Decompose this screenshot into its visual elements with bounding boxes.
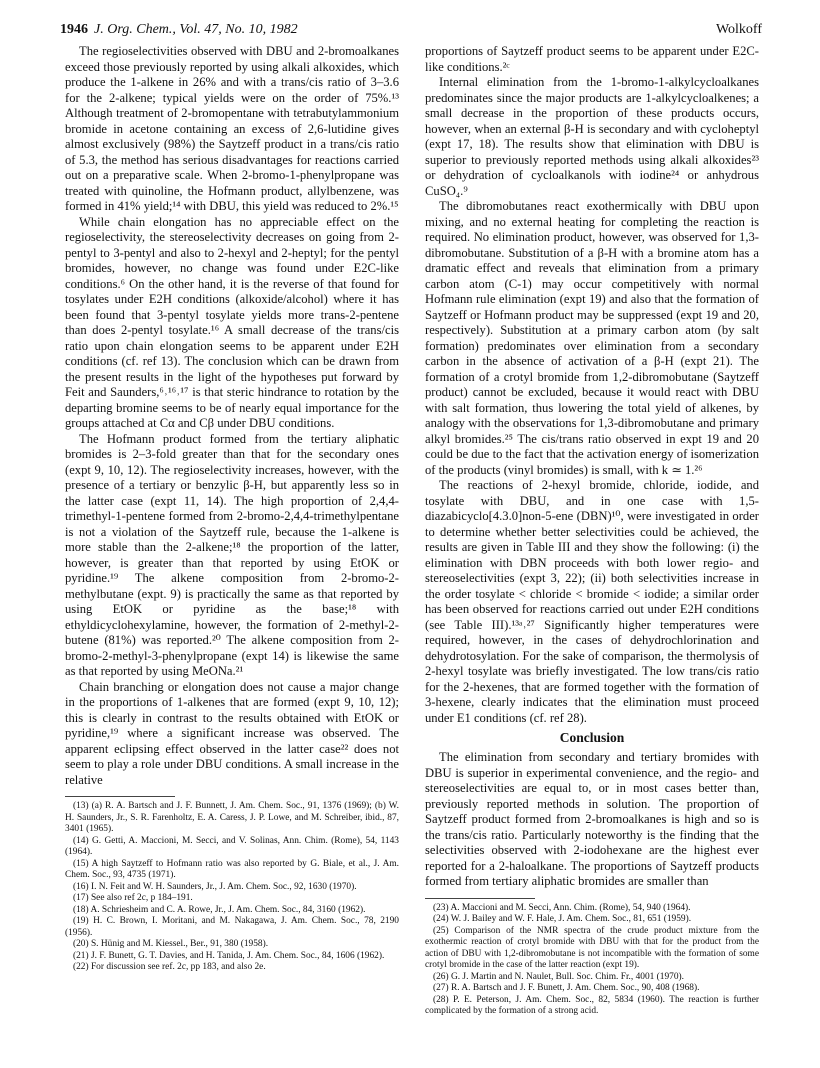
- running-head: [60, 22, 298, 38]
- footnote: (13) (a) R. A. Bartsch and J. F. Bunnett, J. Am. Chem. Soc., 91, 1376 (1969); (b) W. H. Saunders, Jr., S. R. Farenholtz, E. A. Caress, J. P. Lowe, and M. Schreiber, ibid., 87, 3401 (1965).: [65, 801, 399, 834]
- footnote: (24) W. J. Bailey and W. F. Hale, J. Am. Chem. Soc., 81, 651 (1959).: [433, 914, 692, 924]
- footnote: (20) S. Hünig and M. Kiessel., Ber., 91, 380 (1958).: [73, 939, 269, 949]
- paragraph: While chain elongation has no appreciable effect on the regioselectivity, the stereoselectivity decreases on going from 2-pentyl to 3-pentyl and also to 2-hexyl and 2-heptyl; for the pentyl bromides, however, no change was found under E2C-like conditions.⁶ On the other hand, it is the reverse of that found for tosylates under E2H conditions (alkoxide/alcohol) where it has been found that 3-pentyl tosylate yields more trans-2-pentene than does 2-pentyl tosylate.¹⁶ A small decrease of the trans/cis ratio upon chain elongation seems to be apparent under E2H conditions (cf. ref 13). The conclusion which can be drawn from the present results in the light of the hypotheses put forward by Feit and Saunders,⁶˒¹⁶˒¹⁷ is that steric hindrance to rotation by the departing bromine seems to be of nearly equal importance for the groups attached at Cα and Cβ under DBU conditions.: [65, 214, 399, 430]
- footnote: (23) A. Maccioni and M. Secci, Ann. Chim. (Rome), 54, 940 (1964).: [433, 902, 691, 913]
- page-number: 1946: [60, 22, 88, 37]
- footnote: (16) I. N. Feit and W. H. Saunders, Jr., J. Am. Chem. Soc., 92, 1630 (1970).: [73, 881, 357, 892]
- footnote: (15) A high Saytzeff to Hofmann ratio was also reported by G. Biale, et al., J. Am. Chem. Soc., 93, 4735 (1971).: [65, 858, 399, 880]
- paragraph: The Hofmann product formed from the tertiary aliphatic bromides is 2–3-fold greater than that for the secondary ones (expt 9, 10, 12). The regioselectivity increases, however, with the presence of a tertiary or benzylic β-H, but apparently less so in the latter case (expt 11, 14). The high proportion of 2,4,4-trimethyl-1-pentene formed from 2-bromo-2,4,4-trimethylpentane is not a violation of the Saytzeff rule, because the 1-alkene is more stable than the 2-alkene;¹⁸ the proportion of the latter, however, is greater than that reported by using EtOK or pyridine.¹⁹ The alkene composition from 2-bromo-2-methylbutane (expt. 9) is practically the same as that reported by using EtOK or pyridine as the base;¹⁸ with ethyldicyclohexylamine, however, the formation of 2-methyl-2-butene (81%) was reported.²⁰ The alkene composition from 2-bromo-2-methyl-3-phenylpropane (expt 14) is likewise the same as that reported by using MeONa.²¹: [65, 431, 399, 678]
- footnotes: [425, 903, 759, 1018]
- footnote: (25) Comparison of the NMR spectra of the crude product mixture from the exothermic reaction of crotyl bromide with DBU with that for the product from the action of DBU with 1,2-dibromobutane is not incompatible with the formation of some crotyl bromide in the case of the latter reaction (expt 19).: [425, 925, 759, 970]
- paragraph: Chain branching or elongation does not cause a major change in the proportions of 1-alkenes that are formed (expt 9, 10, 12); this is clearly in contrast to the results obtained with EtOK or pyridine,¹⁹ where a significant increase was observed. The apparent eclipsing effect observed in the latter case²² does not seem to play a role under DBU conditions. A small increase in the relative: [65, 679, 399, 787]
- section-heading: Conclusion: [559, 730, 625, 745]
- page-header: [60, 22, 762, 40]
- footnote: (14) G. Getti, A. Maccioni, M. Secci, and V. Solinas, Ann. Chim. (Rome), 54, 1143 (1964).: [65, 835, 399, 857]
- paragraph: proportions of Saytzeff product seems to be apparent under E2C-like conditions.²ᶜ: [425, 44, 759, 74]
- footnote: (19) H. C. Brown, I. Moritani, and M. Nakagawa, J. Am. Chem. Soc., 78, 2190 (1956).: [65, 916, 399, 938]
- left-column: [65, 44, 399, 974]
- footnote: (21) J. F. Bunett, G. T. Davies, and H. Tanida, J. Am. Chem. Soc., 84, 1606 (1962).: [73, 950, 385, 961]
- journal-citation: J. Org. Chem., Vol. 47, No. 10, 1982: [94, 22, 298, 37]
- footnote-divider: [425, 898, 535, 899]
- author-name: Wolkoff: [715, 22, 762, 37]
- right-column: [425, 44, 759, 1018]
- footnote: (27) R. A. Bartsch and J. F. Bunett, J. Am. Chem. Soc., 90, 408 (1968).: [433, 983, 700, 993]
- footnote: (18) A. Schriesheim and C. A. Rowe, Jr., J. Am. Chem. Soc., 84, 3160 (1962).: [73, 904, 366, 915]
- footnote: (26) G. J. Martin and N. Naulet, Bull. Soc. Chim. Fr., 4001 (1970).: [433, 971, 685, 982]
- paragraph: The regioselectivities observed with DBU and 2-bromoalkanes exceed those previously reported by using alkali alkoxides, which produce the 1-alkene in 26% and with a trans/cis ratio of 3–3.6 for the 2-alkene; typical yields were on the order of 75%.¹³ Although treatment of 2-bromopentane with tetrabutylammonium bromide in acetone containing an excess of 2,6-lutidine gives almost exclusively (98%) the Saytzeff product in a trans/cis ratio of 5.3, the method has serious disadvantages for reactions carried out on a preparative scale. When 2-bromo-1-phenylpropane was treated with quinoline, the Hofmann product, allylbenzene, was formed in 41% yield;¹⁴ with DBU, this yield was reduced to 2%.¹⁵: [65, 44, 399, 213]
- paragraph: The reactions of 2-hexyl bromide, chloride, iodide, and tosylate with DBU, and in one case with 1,5-diazabicyclo[4.3.0]non-5-ene (DBN)¹⁰, were investigated in order to determine whether better selectivities could be achieved, the results are given in Table III and they show the following: (i) the elimination with DBN proceeds with both lower regio- and stereoselectivities (expt 3, 22); (ii) both selectivities increase in the order tosylate < chloride < bromide < iodide; a similar order has been observed for reactions carried out under E2H conditions (see Table III).¹³ᵃ˒²⁷ Significantly higher temperatures were required, however, in the cases of dehydrochlorination and dehydrotosylation. For the sake of comparison, the thermolysis of 2-hexyl tosylate was briefly investigated. The low trans/cis ratio for the 2-hexenes, that are formed together with the formation of 3-hexene, clearly indicates that the elimination must proceed under E1 conditions (cf. ref 28).: [425, 478, 759, 725]
- footnote: (22) For discussion see ref. 2c, pp 183, and also 2e.: [73, 962, 266, 972]
- paragraph: Internal elimination from the 1-bromo-1-alkylcycloalkanes predominates since the major products are 1-alkylcycloalkenes; a small decrease in the proportion of these products occurs, however, when an external β-H is secondary and with cycloheptyl (expt 17, 18). The results show that elimination with DBU is superior to previously reported methods using alkali alkoxides²³ or dehydration of cycloalkanols with iodine²⁴ or anhydrous CuSO₄.⁹: [425, 75, 759, 198]
- paragraph: The dibromobutanes react exothermically with DBU upon mixing, and no external heating for completing the reaction is required. No elimination product, however, was observed for 1,3-dibromobutane. Substitution of a β-H with a bromine atom has a dramatic effect and reveals that elimination from a primary carbon atom (C-1) may occur competitively with normal Hofmann rule elimination (expt 19) and also that the formation of Saytzeff or Hofmann product may be suppressed (expt 19 and 20, respectively). Substitution at a primary carbon atom (by salt formation) predominates over elimination from a secondary carbon in the absence of activation of a β-H (expt 21). The formation of a crotyl bromide from 1,2-dibromobutane (Saytzeff product) cannot be excluded, because it would react with DBU with salt formation, thus lowering the total yield of alkenes, by analogy with the observations for 1,3-dibromobutane and primary alkyl bromides.²⁵ The cis/trans ratio observed in expt 19 and 20 could be due to the fact that the activation energy of isomerization of the products (vinyl bromides) is small, with k ≃ 1.²⁶: [425, 199, 759, 477]
- footnote: (17) See also ref 2c, p 184–191.: [73, 893, 193, 903]
- paragraph: The elimination from secondary and tertiary bromides with DBU is superior in experimental convenience, and the regio- and stereoselectivities are equal to, or in most cases better than, previously reported methods in solution. The proportion of Saytzeff product formed from 2-bromoalkanes is high and so is the trans/cis ratio. Particularly noteworthy is the finding that the selectivities observed with 2-iodohexane are the highest ever reported for a 2-haloalkane. The proportions of Saytzeff products formed from tertiary aliphatic bromides are smaller than: [425, 750, 759, 888]
- footnotes: [65, 801, 399, 974]
- footnote-divider: [65, 796, 175, 797]
- footnote: (28) P. E. Peterson, J. Am. Chem. Soc., 82, 5834 (1960). The reaction is further complicated by the formation of a strong acid.: [425, 994, 759, 1016]
